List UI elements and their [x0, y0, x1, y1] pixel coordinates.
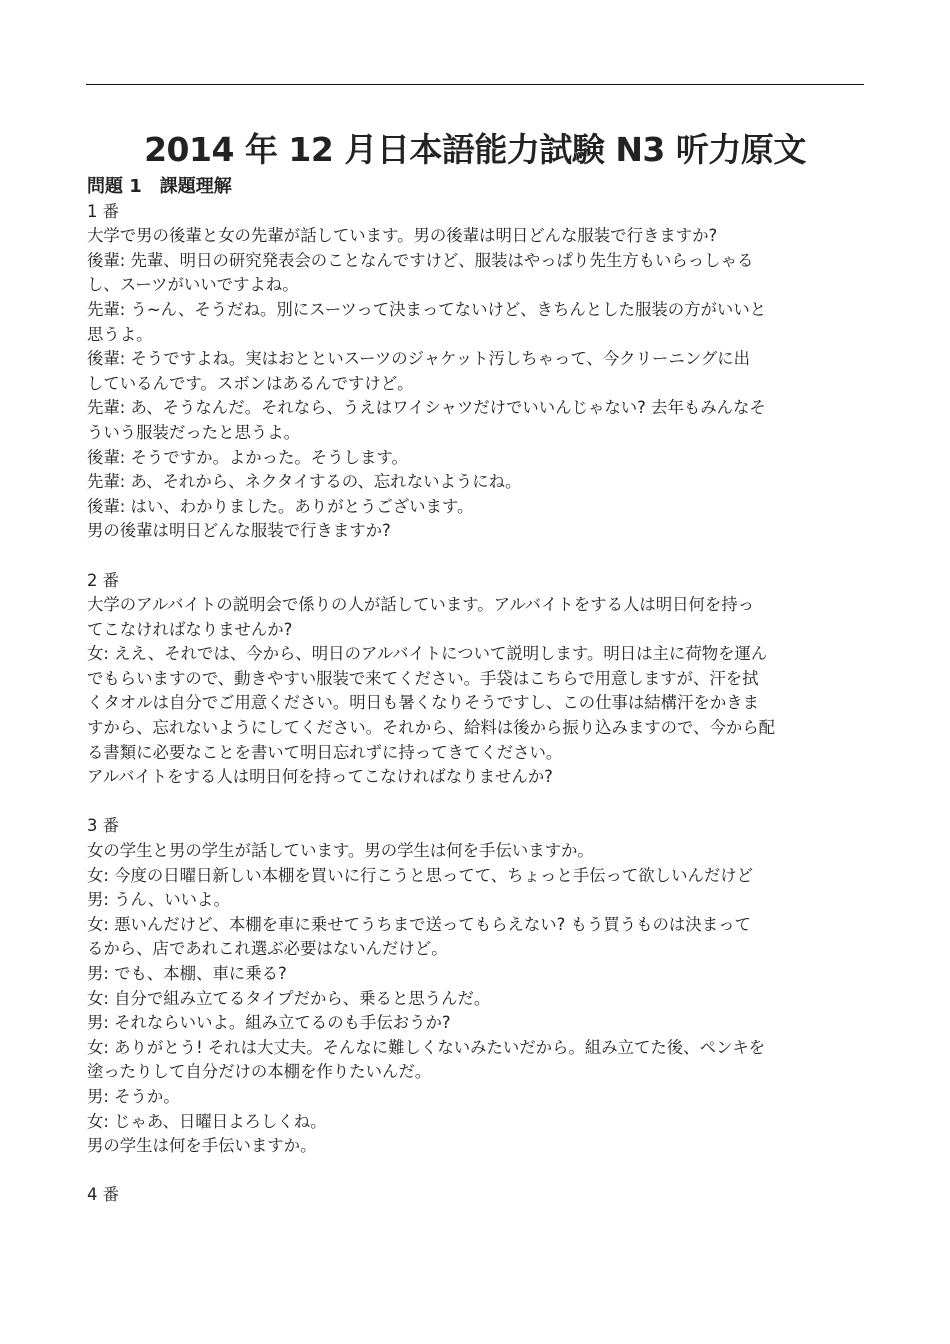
transcript-line: るから、店であれこれ選ぶ必要はないんだけど。 — [87, 939, 448, 959]
transcript-line: 大学で男の後輩と女の先輩が話しています。男の後輩は明日どんな服装で行きますか? — [87, 226, 718, 246]
blank-line — [87, 544, 867, 569]
transcript-body — [87, 175, 867, 1208]
top-rule — [86, 84, 864, 85]
transcript-line: 女: 今度の日曜日新しい本棚を買いに行こうと思ってて、ちょっと手伝って欲しいんだけど — [87, 865, 754, 885]
question-number: 3 番 — [87, 816, 120, 836]
transcript-line: る書類に必要なことを書いて明日忘れずに持ってきてください。 — [87, 742, 563, 762]
transcript-line: アルバイトをする人は明日何を持ってこなければなりませんか? — [87, 767, 553, 787]
transcript-line: 女の学生と男の学生が話しています。男の学生は何を手伝いますか。 — [87, 841, 594, 861]
section-heading: 問題 1 課題理解 — [87, 176, 232, 197]
transcript-line: 大学のアルバイトの説明会で係りの人が話しています。アルバイトをする人は明日何を持っ — [87, 595, 755, 615]
transcript-line: し、スーツがいいですよね。 — [87, 275, 299, 295]
transcript-line: 女: ええ、それでは、今から、明日のアルバイトについて説明します。明日は主に荷物を運ん — [87, 644, 768, 664]
transcript-line: 男: それならいいよ。組み立てるのも手伝おうか? — [87, 1013, 451, 1033]
transcript-line: くタオルは自分でご用意ください。明日も暑くなりそうですし、この仕事は結構汗をかきま — [87, 693, 760, 713]
transcript-line: 思うよ。 — [87, 324, 153, 344]
transcript-line: しているんです。スボンはあるんですけど。 — [87, 373, 414, 393]
transcript-line: 男の学生は何を手伝いますか。 — [87, 1136, 317, 1156]
question-4 — [87, 1183, 867, 1208]
transcript-line: 塗ったりして自分だけの本棚を作りたいんだ。 — [87, 1062, 432, 1082]
question-number: 1 番 — [87, 201, 120, 221]
question-3 — [87, 814, 867, 1158]
transcript-line: 後輩: 先輩、明日の研究発表会のことなんですけど、服装はやっぱり先生方もいらっしゃる — [87, 250, 754, 270]
transcript-line: 男の後輩は明日どんな服装で行きますか? — [87, 521, 391, 541]
page-title: 2014 年 12 月日本語能力試験 N3 听力原文 — [144, 130, 806, 169]
transcript-line: 先輩: あ、そうなんだ。それなら、うえはワイシャツだけでいいんじゃない? 去年もみんなそ — [87, 398, 766, 418]
question-number: 2 番 — [87, 570, 120, 590]
transcript-line: 後輩: そうですよね。実はおとといスーツのジャケット汚しちゃって、今クリーニングに出 — [87, 349, 751, 369]
transcript-line: 男: そうか。 — [87, 1086, 180, 1106]
transcript-line: ういう服装だったと思うよ。 — [87, 422, 301, 442]
question-number: 4 番 — [87, 1185, 120, 1205]
question-1 — [87, 200, 867, 544]
transcript-line: 先輩: う~ん、そうだね。別にスーツって決まってないけど、きちんとした服装の方がいいと — [87, 299, 767, 319]
transcript-line: すから、忘れないようにしてください。それから、給料は後から振り込みますので、今から配 — [87, 718, 776, 738]
transcript-line: 女: じゃあ、日曜日よろしくね。 — [87, 1111, 327, 1131]
transcript-line: 女: 自分で組み立てるタイプだから、乗ると思うんだ。 — [87, 988, 491, 1008]
transcript-line: 男: うん、いいよ。 — [87, 890, 230, 910]
transcript-line: 後輩: はい、わかりました。ありがとうございます。 — [87, 496, 474, 516]
transcript-line: 女: 悪いんだけど、本棚を車に乗せてうちまで送ってもらえない? もう買うものは決まって — [87, 914, 751, 934]
question-2 — [87, 569, 867, 790]
transcript-line: でもらいますので、動きやすい服装で来てください。手袋はこちらで用意しますが、汗を拭 — [87, 668, 759, 688]
blank-line — [87, 1159, 867, 1184]
transcript-line: 女: ありがとう! それは大丈夫。そんなに難しくないみたいだから。組み立てた後、ペンキを — [87, 1037, 766, 1057]
transcript-line: 後輩: そうですか。よかった。そうします。 — [87, 447, 408, 467]
blank-line — [87, 790, 867, 815]
transcript-line: 先輩: あ、それから、ネクタイするの、忘れないようにね。 — [87, 472, 522, 492]
transcript-line: 男: でも、本棚、車に乗る? — [87, 964, 287, 983]
transcript-line: てこなければなりませんか? — [87, 619, 293, 639]
